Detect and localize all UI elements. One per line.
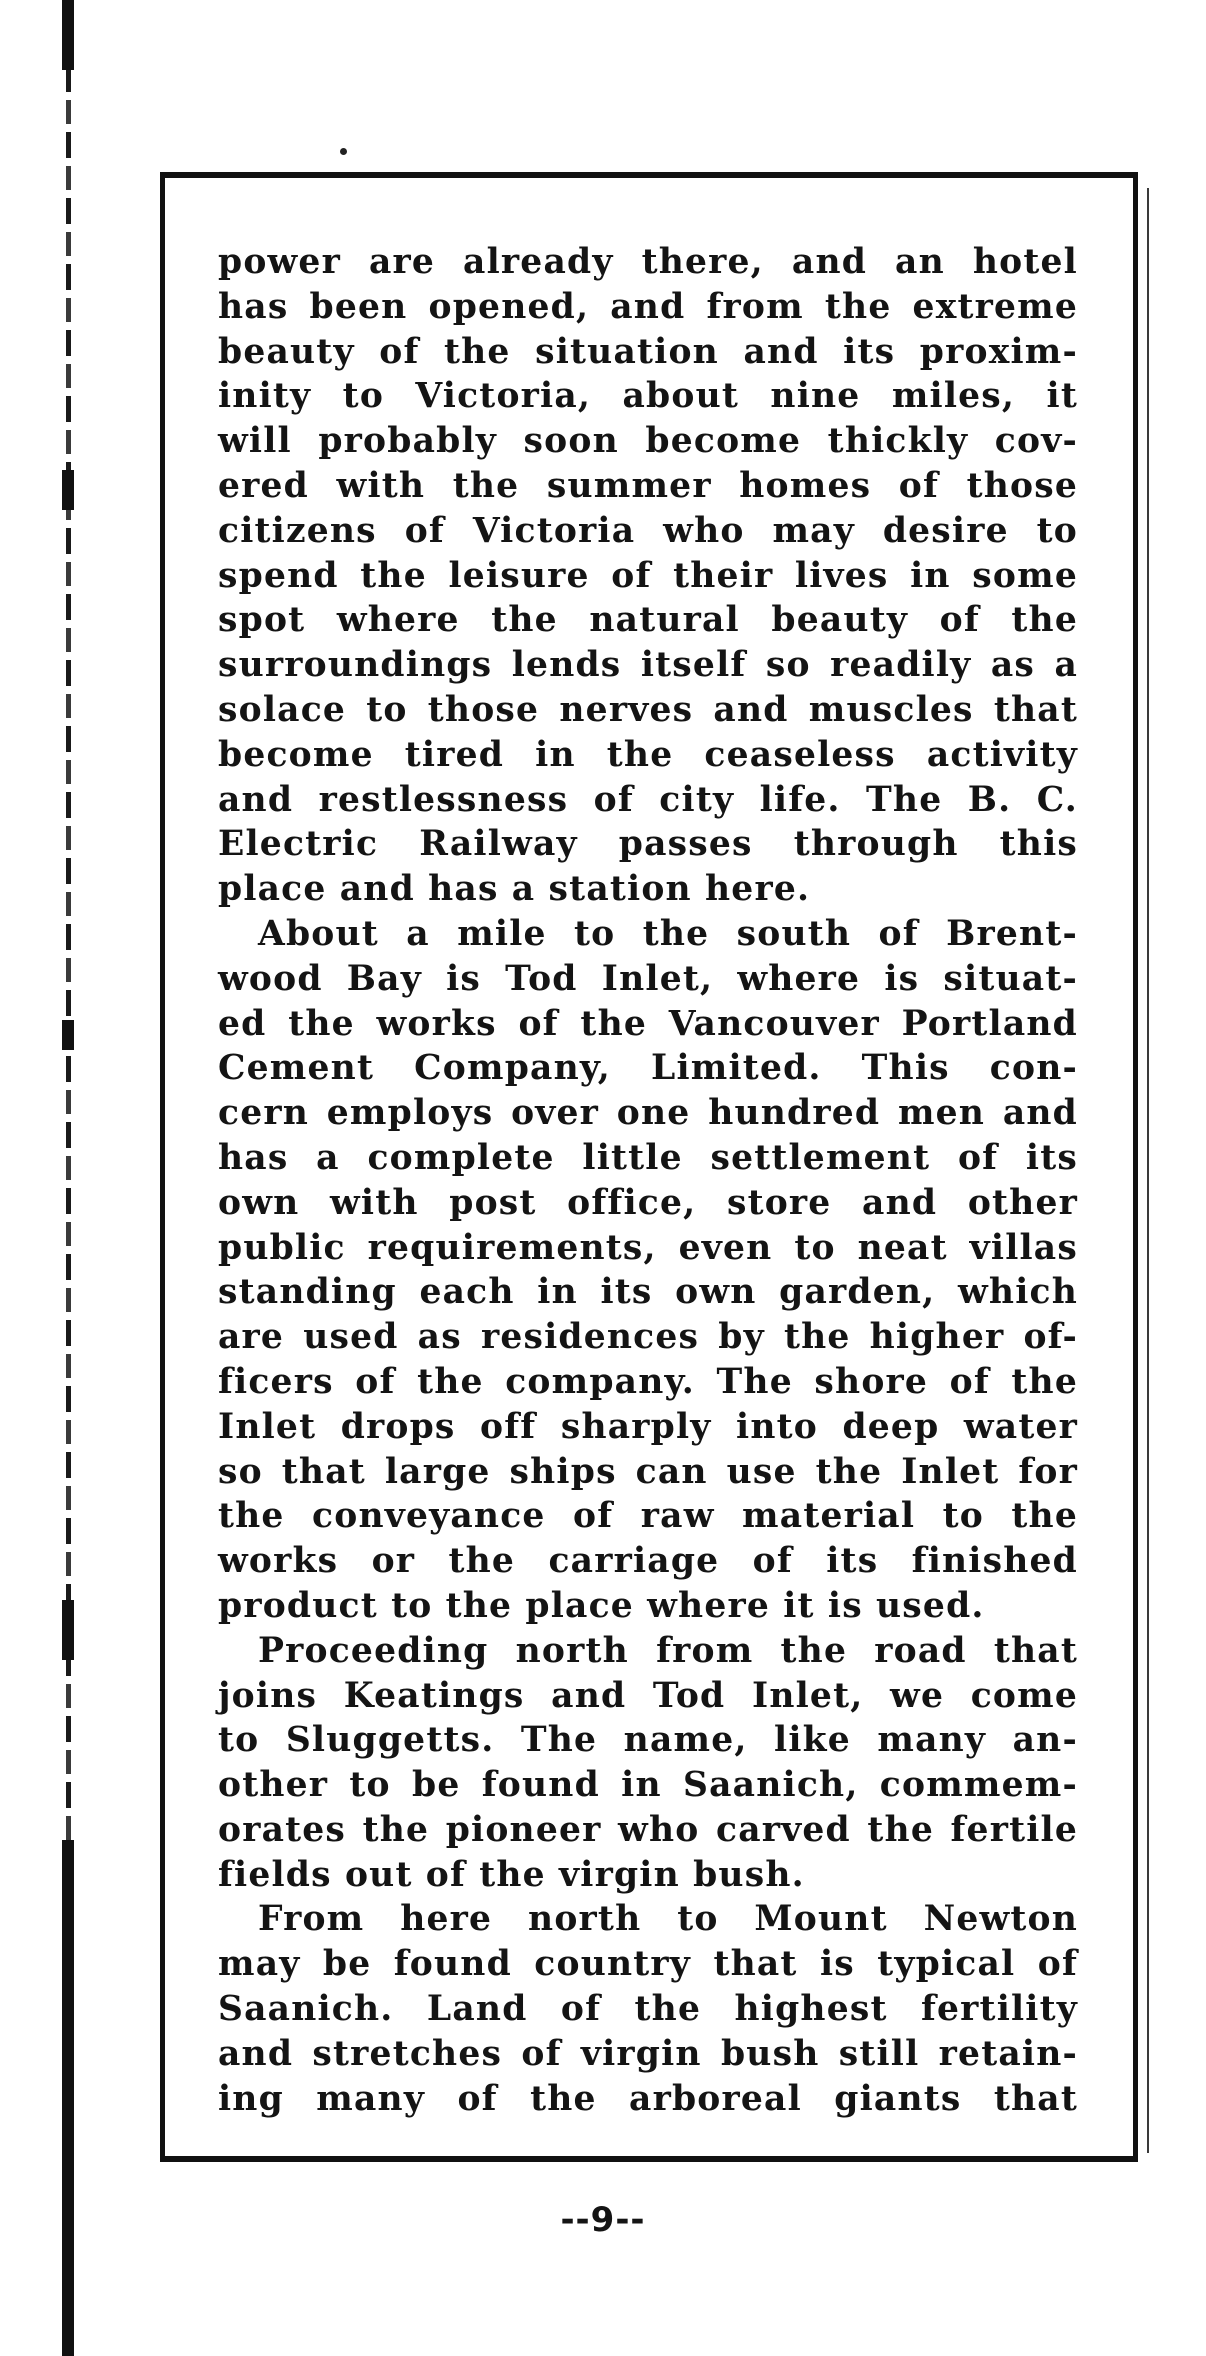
text-line: solace to those nerves and muscles that: [218, 689, 1078, 730]
text-line: Cement Company, Limited. This con-: [218, 1048, 1078, 1089]
binding-mark: [62, 1840, 74, 2356]
binding-edge: [52, 0, 88, 2356]
binding-mark: [62, 1600, 74, 1660]
text-line: Proceeding north from the road that: [258, 1630, 1078, 1671]
text-line: Saanich. Land of the highest fertility: [218, 1989, 1078, 2030]
text-line: become tired in the ceaseless activity: [218, 734, 1078, 775]
text-line: ered with the summer homes of those: [218, 465, 1078, 506]
text-line: works or the carriage of its finished: [218, 1541, 1078, 1582]
text-line: ing many of the arboreal giants that: [218, 2078, 1078, 2119]
text-line: so that large ships can use the Inlet for: [218, 1451, 1078, 1492]
binding-mark: [62, 470, 74, 510]
text-line: ed the works of the Vancouver Portland: [218, 1003, 1078, 1044]
text-line: may be found country that is typical of: [218, 1944, 1078, 1985]
text-line: standing each in its own garden, which: [218, 1272, 1078, 1313]
text-line: and stretches of virgin bush still retain-: [218, 2033, 1078, 2074]
text-line: Inlet drops off sharply into deep water: [218, 1406, 1078, 1447]
text-line: the conveyance of raw material to the: [218, 1496, 1078, 1537]
text-line: cern employs over one hundred men and: [218, 1093, 1078, 1134]
text-line: has been opened, and from the extreme: [218, 286, 1078, 327]
binding-mark: [62, 1020, 74, 1050]
page-number: --9--: [560, 2200, 646, 2240]
text-line: inity to Victoria, about nine miles, it: [218, 376, 1078, 417]
text-line: Electric Railway passes through this: [218, 824, 1078, 865]
text-line: surroundings lends itself so readily as a: [218, 645, 1078, 686]
text-line: power are already there, and an hotel: [218, 242, 1078, 282]
text-line: will probably soon become thickly cov-: [218, 421, 1078, 462]
text-line: wood Bay is Tod Inlet, where is situat-: [218, 958, 1078, 999]
binding-mark: [62, 0, 74, 70]
text-line: are used as residences by the higher of-: [218, 1317, 1078, 1358]
frame-outer-rule: [1147, 188, 1149, 2153]
text-line: From here north to Mount Newton: [258, 1899, 1078, 1940]
text-line: spend the leisure of their lives in some: [218, 555, 1078, 596]
text-line: to Sluggetts. The name, like many an-: [218, 1720, 1078, 1761]
text-line: citizens of Victoria who may desire to: [218, 510, 1078, 551]
text-line: spot where the natural beauty of the: [218, 600, 1078, 641]
text-line: public requirements, even to neat villas: [218, 1227, 1078, 1268]
text-line: other to be found in Saanich, commem-: [218, 1765, 1078, 1806]
text-line: About a mile to the south of Brent-: [258, 913, 1078, 954]
text-line: and restlessness of city life. The B. C.: [218, 779, 1078, 820]
text-line: has a complete little settlement of its: [218, 1137, 1078, 1178]
text-line: product to the place where it is used.: [218, 1585, 985, 1626]
page-dot: [340, 148, 347, 155]
text-line: beauty of the situation and its proxim-: [218, 331, 1078, 372]
text-line: fields out of the virgin bush.: [218, 1854, 805, 1895]
text-line: own with post office, store and other: [218, 1182, 1078, 1223]
text-line: place and has a station here.: [218, 869, 811, 910]
text-line: ficers of the company. The shore of the: [218, 1361, 1078, 1402]
text-line: orates the pioneer who carved the fertile: [218, 1809, 1078, 1850]
article-body: [218, 240, 1078, 2121]
text-line: joins Keatings and Tod Inlet, we come: [218, 1675, 1078, 1716]
